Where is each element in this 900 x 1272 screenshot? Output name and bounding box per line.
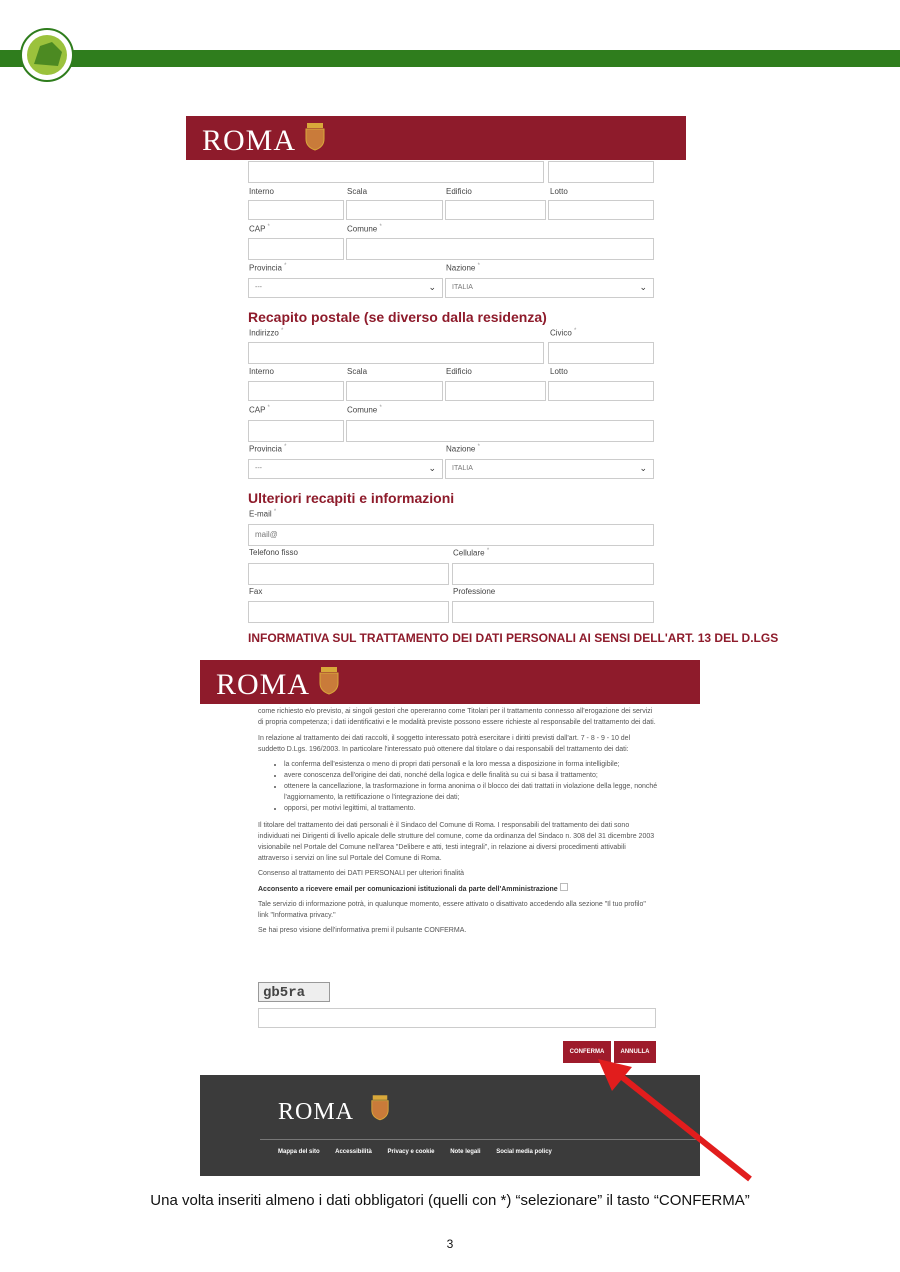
recapito-title: Recapito postale (se diverso dalla residenza) <box>248 309 547 325</box>
captcha-input[interactable] <box>258 1008 656 1028</box>
roma-brand: ROMA <box>202 124 297 157</box>
label-indirizzo: Indirizzo * <box>249 328 284 338</box>
label-scala-2: Scala <box>347 367 368 376</box>
footer-link[interactable]: Mappa del sito <box>278 1149 320 1155</box>
label-cellulare: Cellulare * <box>453 548 490 558</box>
indirizzo-residenza-input[interactable] <box>248 161 544 183</box>
label-interno: Interno <box>249 187 274 196</box>
informativa-body <box>258 706 658 936</box>
label-fax: Fax <box>249 587 263 596</box>
ulteriori-title: Ulteriori recapiti e informazioni <box>248 490 455 506</box>
label-scala: Scala <box>347 187 368 196</box>
telefono-input[interactable] <box>248 563 449 585</box>
provincia-value-2: --- <box>255 465 262 472</box>
label-nazione-2: Nazione * <box>446 444 480 454</box>
edificio-input[interactable] <box>445 200 546 220</box>
label-cap: CAP * <box>249 224 270 234</box>
label-interno-2: Interno <box>249 367 274 376</box>
provincia-select-2[interactable] <box>248 459 443 479</box>
label-edificio-2: Edificio <box>446 367 472 376</box>
roma-banner-bottom <box>200 660 700 704</box>
civico-input[interactable] <box>548 342 654 364</box>
label-cap-2: CAP * <box>249 405 270 415</box>
nazione-value-2: ITALIA <box>452 465 473 472</box>
label-telefono: Telefono fisso <box>249 548 298 557</box>
info-rights-list <box>258 759 658 814</box>
label-nazione: Nazione * <box>446 263 480 273</box>
label-professione: Professione <box>453 587 496 596</box>
conferma-button[interactable]: CONFERMA <box>563 1041 611 1063</box>
nazione-value: ITALIA <box>452 284 473 291</box>
lotto-input-2[interactable] <box>548 381 654 401</box>
captcha-text: gb5ra <box>263 985 306 1001</box>
roma-crest-icon <box>318 667 340 695</box>
footer-link[interactable]: Accessibilità <box>335 1149 372 1155</box>
consenso-text: Acconsento a ricevere email per comunicazioni istituzionali da parte dell'Amministrazione <box>258 886 558 893</box>
red-arrow-icon <box>590 1055 760 1185</box>
label-lotto-2: Lotto <box>550 367 568 376</box>
comitato-logo <box>12 26 82 84</box>
cellulare-input[interactable] <box>452 563 654 585</box>
nazione-select-2[interactable] <box>445 459 654 479</box>
annulla-button[interactable]: ANNULLA <box>614 1041 656 1063</box>
informativa-title: INFORMATIVA SUL TRATTAMENTO DEI DATI PERSONALI AI SENSI DELL'ART. 13 DEL D.LGS <box>248 631 779 645</box>
list-item: • avere conoscenza dell'origine dei dati, nonché della logica e delle finalità su cui si basa il trattamento; <box>284 770 658 781</box>
interno-input[interactable] <box>248 200 344 220</box>
scala-input-2[interactable] <box>346 381 443 401</box>
info-paragraph-7: Se hai preso visione dell'informativa premi il pulsante CONFERMA. <box>258 927 467 934</box>
label-provincia-2: Provincia * <box>249 444 287 454</box>
provincia-select[interactable] <box>248 278 443 298</box>
chevron-down-icon: ⌄ <box>428 463 436 473</box>
label-comune-2: Comune * <box>347 405 382 415</box>
list-item: • ottenere la cancellazione, la trasformazione in forma anonima o il blocco dei dati trattati in violazione della legge, nonché l'aggiornamento, la rettificazione o l'integrazione dei dati; <box>284 781 658 803</box>
comune-input-2[interactable] <box>346 420 654 442</box>
list-item: • opporsi, per motivi legittimi, al trattamento. <box>284 803 658 814</box>
nazione-select[interactable] <box>445 278 654 298</box>
footer-link[interactable]: Social media policy <box>496 1149 552 1155</box>
info-paragraph-6: Tale servizio di informazione potrà, in qualunque momento, essere attivato o disattivato accedendo alla sezione "Il tuo profilo" link "Informativa privacy." <box>258 901 646 919</box>
captcha-image <box>258 982 330 1002</box>
roma-crest-icon <box>304 123 326 151</box>
label-provincia: Provincia * <box>249 263 287 273</box>
chevron-down-icon: ⌄ <box>639 282 647 292</box>
comune-input[interactable] <box>346 238 654 260</box>
info-paragraph-2: In relazione al trattamento dei dati raccolti, il soggetto interessato potrà esercitare i diritti previsti dall'art. 7 - 8 - 9 - 10 del suddetto D.Lgs. 196/2003. In particolare l'interessato può ottenere dal titolare o dai responsabili del trattamento dei dati: <box>258 735 631 753</box>
label-email: E-mail * <box>249 509 277 519</box>
email-value: mail@ <box>255 530 278 539</box>
professione-input[interactable] <box>452 601 654 623</box>
footer-links <box>278 1149 566 1155</box>
page-number: 3 <box>446 1237 454 1251</box>
roma-crest-icon <box>370 1095 390 1121</box>
chevron-down-icon: ⌄ <box>639 463 647 473</box>
consenso-email-label <box>258 883 658 895</box>
roma-brand-2: ROMA <box>216 668 311 701</box>
chevron-down-icon: ⌄ <box>428 282 436 292</box>
provincia-value: --- <box>255 284 262 291</box>
civico-residenza-input[interactable] <box>548 161 654 183</box>
edificio-input-2[interactable] <box>445 381 546 401</box>
lotto-input[interactable] <box>548 200 654 220</box>
footer-link[interactable]: Note legali <box>450 1149 481 1155</box>
caption: Una volta inseriti almeno i dati obbligatori (quelli con *) “selezionare” il tasto “CONFERMA” <box>150 1192 750 1209</box>
email-input[interactable] <box>248 524 654 546</box>
list-item: • la conferma dell'esistenza o meno di propri dati personali e la loro messa a disposizione in forma intelligibile; <box>284 759 658 770</box>
info-paragraph-4: Consenso al trattamento dei DATI PERSONALI per ulteriori finalità <box>258 870 465 877</box>
indirizzo-input[interactable] <box>248 342 544 364</box>
interno-input-2[interactable] <box>248 381 344 401</box>
footer-brand: ROMA <box>278 1099 355 1125</box>
cap-input[interactable] <box>248 238 344 260</box>
cap-input-2[interactable] <box>248 420 344 442</box>
header-green-bar <box>0 50 900 67</box>
consenso-checkbox[interactable] <box>560 883 568 891</box>
info-paragraph-1: come richiesto e/o previsto, ai singoli gestori che opereranno come Titolari per il trattamento connesso all'erogazione dei servizi di propria competenza; i dati identificativi e le modalità previste possono essere richieste al responsabile del trattamento dei dati. <box>258 708 656 726</box>
label-civico: Civico * <box>550 328 577 338</box>
roma-banner-top <box>186 116 686 160</box>
label-lotto: Lotto <box>550 187 568 196</box>
footer-link[interactable]: Privacy e cookie <box>387 1149 435 1155</box>
label-comune: Comune * <box>347 224 382 234</box>
info-paragraph-3: Il titolare del trattamento dei dati personali è il Sindaco del Comune di Roma. I responsabili del trattamento dei dati sono individuati nei Dirigenti di livello apicale delle strutture del comune, come da ordinanza del Sindaco n. 308 del 31 dicembre 2003 visionabile nel Portale del Comune nell'area "Delibere e atti, testi integrali", in relazione ai diversi procedimenti attivabili attraverso i servizi on line sul Portale del Comune di Roma. <box>258 822 655 862</box>
fax-input[interactable] <box>248 601 449 623</box>
label-edificio: Edificio <box>446 187 472 196</box>
scala-input[interactable] <box>346 200 443 220</box>
